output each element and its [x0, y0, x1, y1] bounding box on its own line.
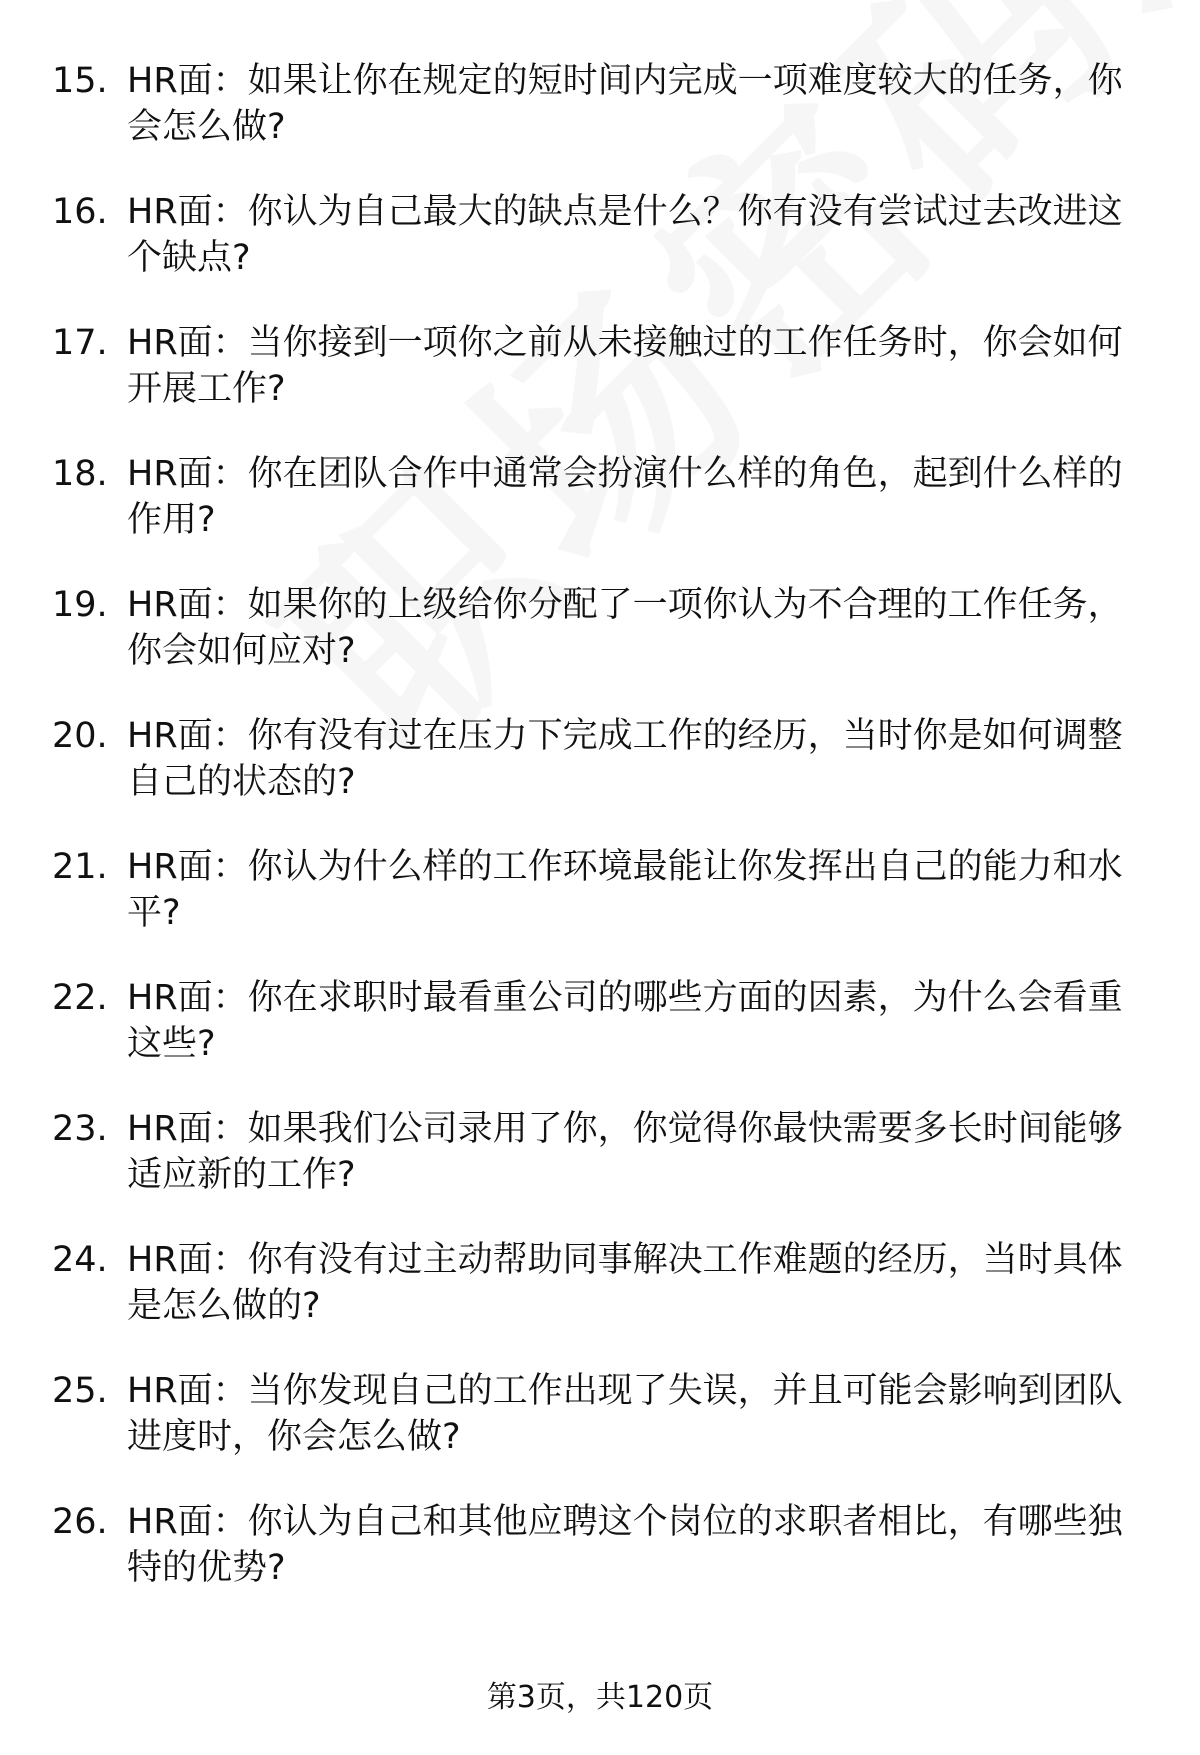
question-number: 15. — [52, 61, 108, 101]
question-text: HR面：如果你的上级给你分配了一项你认为不合理的工作任务，你会如何应对? — [127, 585, 1123, 671]
page-footer — [0, 1678, 1200, 1718]
question-item — [0, 582, 1200, 713]
question-text: HR面：你有没有过主动帮助同事解决工作难题的经历，当时具体是怎么做的? — [127, 1240, 1123, 1326]
question-item — [0, 320, 1200, 451]
question-text: HR面：当你发现自己的工作出现了失误，并且可能会影响到团队进度时，你会怎么做? — [127, 1371, 1123, 1457]
question-item — [0, 1368, 1200, 1499]
page-number-label: 第3页，共120页 — [486, 1680, 714, 1715]
question-number: 21. — [52, 847, 108, 887]
question-number: 18. — [52, 454, 108, 494]
question-list — [0, 58, 1200, 1630]
question-number: 24. — [52, 1240, 108, 1280]
question-item — [0, 1237, 1200, 1368]
question-text: HR面：你认为自己最大的缺点是什么？你有没有尝试过去改进这个缺点? — [127, 192, 1123, 278]
question-item — [0, 58, 1200, 189]
question-item — [0, 189, 1200, 320]
question-text: HR面：你有没有过在压力下完成工作的经历，当时你是如何调整自己的状态的? — [127, 716, 1123, 802]
question-item — [0, 1499, 1200, 1630]
question-number: 19. — [52, 585, 108, 625]
question-text: HR面：你认为自己和其他应聘这个岗位的求职者相比，有哪些独特的优势? — [127, 1502, 1123, 1588]
question-number: 17. — [52, 323, 108, 363]
question-number: 22. — [52, 978, 108, 1018]
question-text: HR面：你在求职时最看重公司的哪些方面的因素，为什么会看重这些? — [127, 978, 1123, 1064]
question-text: HR面：你在团队合作中通常会扮演什么样的角色，起到什么样的作用? — [127, 454, 1123, 540]
question-number: 16. — [52, 192, 108, 232]
question-item — [0, 1106, 1200, 1237]
question-number: 25. — [52, 1371, 108, 1411]
question-text: HR面：如果我们公司录用了你，你觉得你最快需要多长时间能够适应新的工作? — [127, 1109, 1123, 1195]
question-item — [0, 451, 1200, 582]
question-number: 26. — [52, 1502, 108, 1542]
question-text: HR面：你认为什么样的工作环境最能让你发挥出自己的能力和水平? — [127, 847, 1123, 933]
question-text: HR面：如果让你在规定的短时间内完成一项难度较大的任务，你会怎么做? — [127, 61, 1123, 147]
question-number: 20. — [52, 716, 108, 756]
question-text: HR面：当你接到一项你之前从未接触过的工作任务时，你会如何开展工作? — [127, 323, 1123, 409]
question-number: 23. — [52, 1109, 108, 1149]
question-item — [0, 975, 1200, 1106]
question-item — [0, 844, 1200, 975]
question-item — [0, 713, 1200, 844]
